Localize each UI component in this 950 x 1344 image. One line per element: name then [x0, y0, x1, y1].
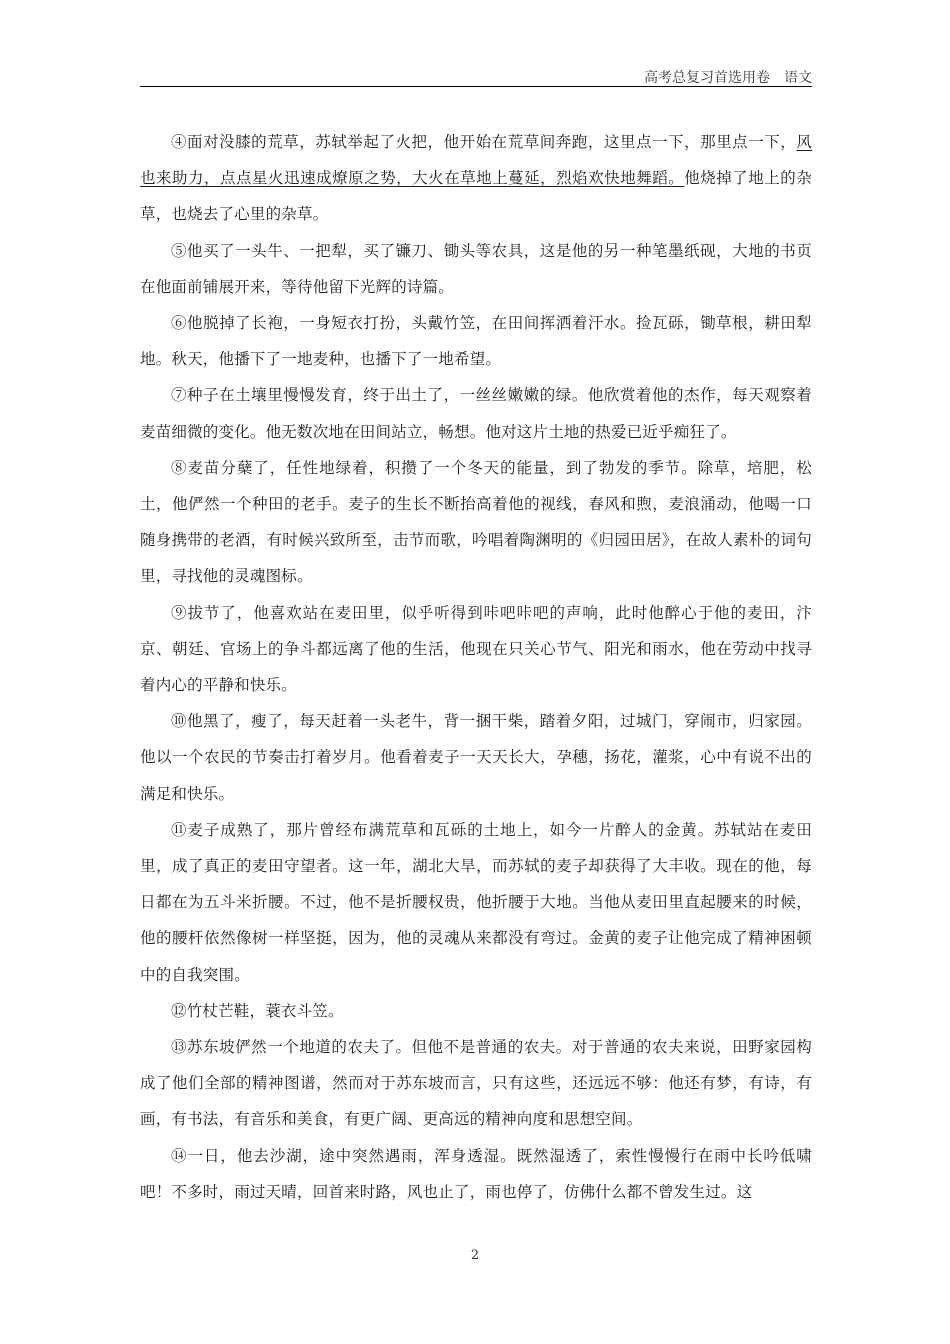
paragraph-13 [140, 1029, 812, 1138]
body-text [140, 124, 812, 1210]
paragraph-number: ⑫ [171, 1001, 187, 1020]
underlined-sentence: 风也来助力，点点星火迅速成燎原之势，大火在草地上蔓延，烈焰欢快地舞蹈。 [140, 133, 813, 188]
paragraph-number: ⑥ [171, 314, 188, 333]
paragraph-text: 他烧掉了地上的杂草，也烧去了心里的杂草。 [140, 169, 812, 224]
paragraph-text: 他黑了，瘦了，每天赶着一头老牛，背一捆干柴，踏着夕阳，过城门，穿闹市，归家园。他以一个农民的节奏击打着岁月。他看着麦子一天天长大，孕穗，扬花，灌浆，心中有说不出的满足和快乐。 [140, 712, 813, 803]
paragraph-text: 他买了一头牛、一把犁，买了镰刀、锄头等农具，这是他的另一种笔墨纸砚，大地的书页在他面前铺展开来，等待他留下光辉的诗篇。 [140, 241, 813, 296]
running-header: 高考总复习首选用卷 语文 [644, 70, 812, 86]
paragraph-number: ⑤ [171, 241, 188, 260]
paragraph-12 [140, 993, 812, 1029]
paragraph-number: ④ [171, 133, 188, 151]
header-rule [140, 86, 812, 87]
paragraph-text: 一日，他去沙湖，途中突然遇雨，浑身透湿。既然湿透了，索性慢慢行在雨中长吟低啸吧！不多时，雨过天晴，回首来时路，风也止了，雨也停了，仿佛什么都不曾发生过。这 [140, 1146, 813, 1201]
paragraph-text: 苏东坡俨然一个地道的农夫了。但他不是普通的农夫。对于普通的农夫来说，田野家园构成了他们全部的精神图谱，然而对于苏东坡而言，只有这些，还远远不够：他还有梦，有诗，有画，有书法，有音乐和美食，有更广阔、更高远的精神向度和思想空间。 [140, 1038, 813, 1129]
paragraph-number: ⑧ [171, 458, 188, 477]
paragraph-number: ⑪ [171, 820, 188, 839]
paragraph-8 [140, 450, 812, 595]
paragraph-9 [140, 595, 812, 704]
paragraph-text: 面对没膝的荒草，苏轼举起了火把，他开始在荒草间奔跑，这里点一下，那里点一下， [187, 133, 797, 151]
paragraph-number: ⑨ [171, 603, 188, 622]
paragraph-text: 麦苗分蘖了，任性地绿着，积攒了一个冬天的能量，到了勃发的季节。除草，培肥，松土，他俨然一个种田的老手。麦子的生长不断抬高着他的视线，春风和煦，麦浪涌动，他喝一口随身携带的老酒，有时候兴致所至，击节而歌，吟唱着陶渊明的《归园田居》，在故人素朴的词句里，寻找他的灵魂图标。 [140, 458, 813, 586]
paragraph-text: 他脱掉了长袍，一身短衣打扮，头戴竹笠，在田间挥洒着汗水。捡瓦砾，锄草根，耕田犁地。秋天，他播下了一地麦种，也播下了一地希望。 [140, 314, 813, 369]
paragraph-number: ⑭ [171, 1146, 188, 1165]
paragraph-text: 拔节了，他喜欢站在麦田里，似乎听得到咔吧咔吧的声响，此时他醉心于他的麦田，汴京、朝廷、官场上的争斗都远离了他的生活，他现在只关心节气、阳光和雨水，他在劳动中找寻着内心的平静和快乐。 [140, 603, 813, 695]
paragraph-11 [140, 812, 812, 993]
paragraph-text: 竹杖芒鞋，蓑衣斗笠。 [186, 1001, 344, 1020]
paragraph-10 [140, 703, 812, 812]
paragraph-number: ⑦ [171, 386, 188, 405]
paragraph-text: 种子在土壤里慢慢发育，终于出土了，一丝丝嫩嫩的绿。他欣赏着他的杰作，每天观察着麦苗细微的变化。他无数次地在田间站立，畅想。他对这片土地的热爱已近乎痴狂了。 [140, 386, 813, 441]
paragraph-5 [140, 233, 812, 305]
page-number: 2 [470, 1248, 480, 1263]
paragraph-text: 麦子成熟了，那片曾经布满荒草和瓦砾的土地上，如今一片醉人的金黄。苏轼站在麦田里，成了真正的麦田守望者。这一年，湖北大旱，而苏轼的麦子却获得了大丰收。现在的他，每日都在为五斗米折腰。不过，他不是折腰权贵，他折腰于大地。当他从麦田里直起腰来的时候，他的腰杆依然像树一样坚挺，因为，他的灵魂从来都没有弯过。金黄的麦子让他完成了精神困顿中的自我突围。 [140, 820, 813, 984]
paragraph-14 [140, 1138, 812, 1210]
paragraph-4 [140, 124, 812, 233]
paragraph-number: ⑬ [171, 1038, 188, 1057]
paragraph-number: ⑩ [171, 712, 188, 731]
paragraph-7 [140, 377, 812, 449]
paragraph-6 [140, 305, 812, 377]
